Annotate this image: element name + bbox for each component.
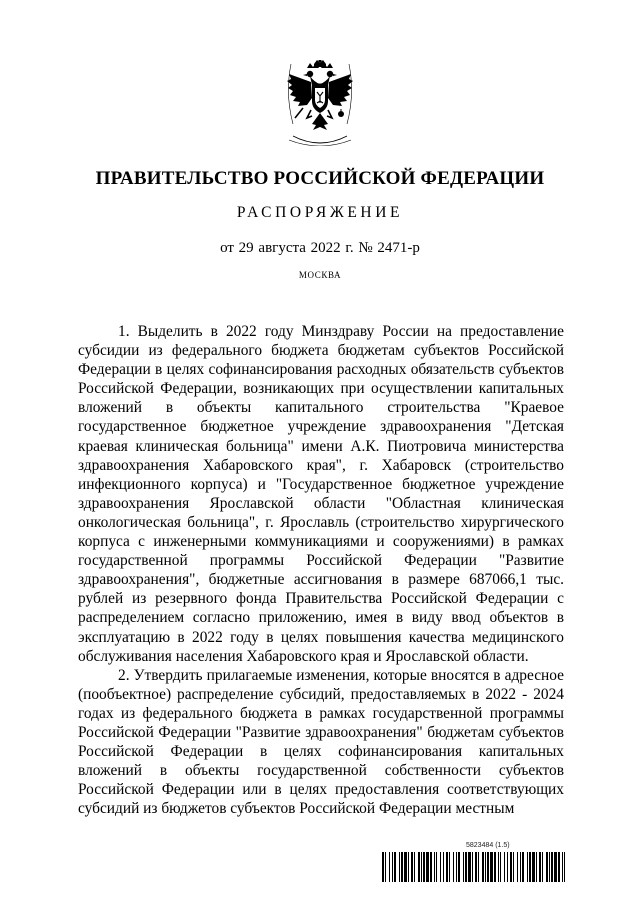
document-date-number: от 29 августа 2022 г. № 2471-р	[220, 240, 420, 256]
government-title: ПРАВИТЕЛЬСТВО РОССИЙСКОЙ ФЕДЕРАЦИИ	[95, 168, 545, 189]
document-body	[78, 322, 564, 818]
paragraph-2: 2. Утвердить прилагаемые изменения, которые вносятся в адресное (пообъектное) распределение субсидий, предоставляемых в 2022 - 2024 годах из федерального бюджета в рамках государственной программы Российской Федерации "Развитие здравоохранения" бюджетам субъектов Российской Федерации в целях софинансирования капитальных вложений в объекты государственной собственности субъектов Российской Федерации или в целях предоставления соответствующих субсидий из бюджетов субъектов Российской Федерации местным	[78, 666, 564, 818]
barcode-icon	[382, 852, 568, 882]
paragraph-1: 1. Выделить в 2022 году Минздраву России на предоставление субсидии из федерального бюджета бюджетам субъектов Российской Федерации в целях софинансирования расходных обязательств субъектов Российской Федерации, возникающих при осуществлении капитальных вложений в объекты капитального строительства "Краевое государственное бюджетное учреждение здравоохранения "Детская краевая клиническая больница" имени А.К. Пиотровича министерства здравоохранения Хабаровского края", г. Хабаровск (строительство инфекционного корпуса) и "Государственное бюджетное учреждение здравоохранения Ярославской области "Областная клиническая онкологическая больница", г. Ярославль (строительство хирургического корпуса с инженерными коммуникациями и сооружениями) в рамках государственной программы Российской Федерации "Развитие здравоохранения", бюджетные ассигнования в размере 687066,1 тыс. рублей из резервного фонда Правительства Российской Федерации с распределением согласно приложению, имея в виду ввод объектов в эксплуатацию в 2022 году в целях повышения качества медицинского обслуживания населения Хабаровского края и Ярославской области.	[78, 323, 564, 665]
document-type: РАСПОРЯЖЕНИЕ	[236, 204, 404, 221]
document-city: МОСКВА	[298, 270, 342, 280]
coat-of-arms-icon	[285, 60, 355, 146]
barcode-block	[382, 842, 568, 886]
barcode-number: 5823484 (1.5)	[466, 842, 510, 849]
